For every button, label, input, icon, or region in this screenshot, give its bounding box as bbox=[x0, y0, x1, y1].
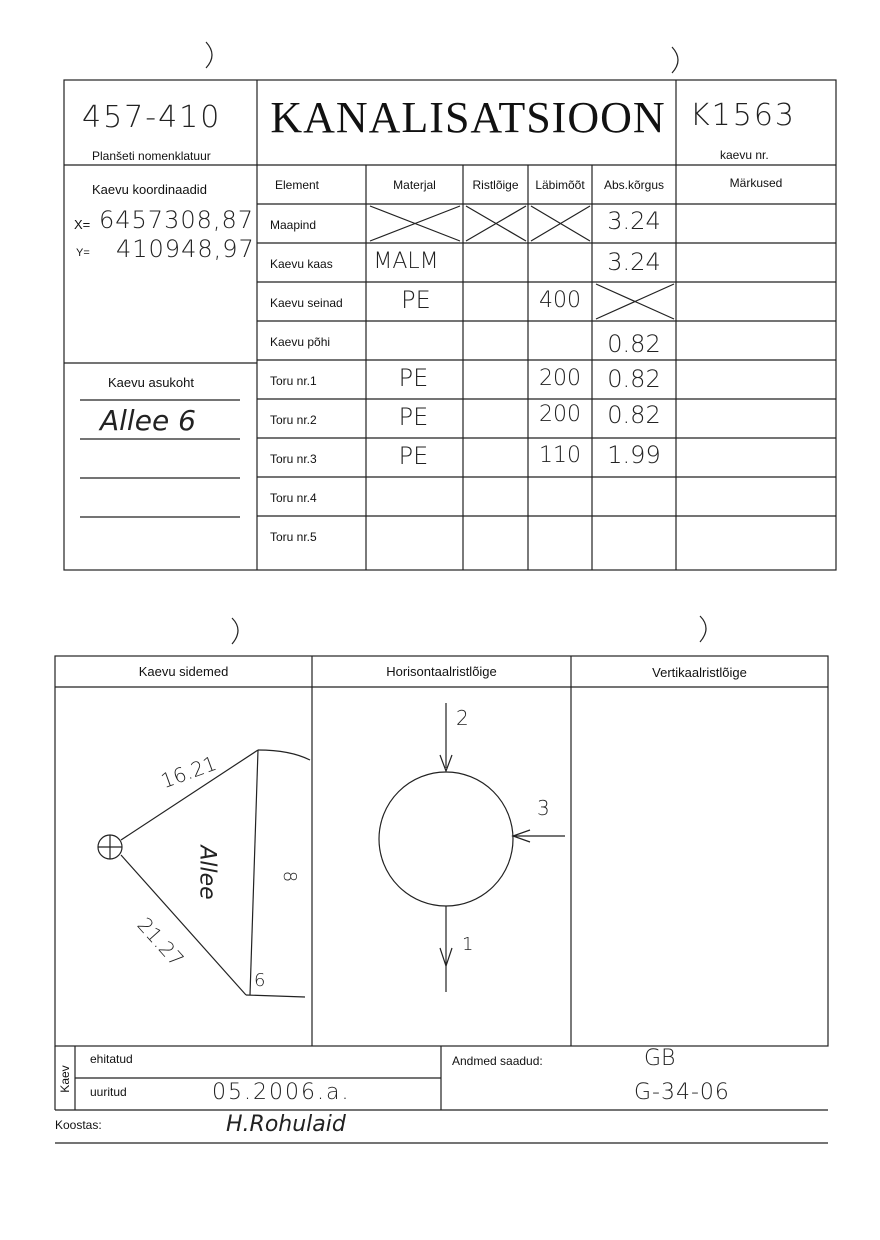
height-value: 1.99 bbox=[607, 441, 661, 469]
house-number-a: 6 bbox=[254, 970, 266, 991]
surveyed-value: 05.2006.a. bbox=[212, 1080, 351, 1105]
col-header-material: Materjal bbox=[393, 178, 436, 192]
material-value: MALM bbox=[373, 249, 439, 274]
data-received-label: Andmed saadud: bbox=[452, 1054, 543, 1068]
well-side-label: Kaev bbox=[58, 1065, 72, 1093]
row-label: Toru nr.1 bbox=[270, 374, 317, 388]
y-prefix: Y= bbox=[76, 247, 90, 259]
row-label: Maapind bbox=[270, 218, 317, 232]
compiled-signature: H.Rohulaid bbox=[226, 1112, 346, 1137]
material-value: PE bbox=[398, 364, 429, 392]
row-label: Toru nr.4 bbox=[270, 491, 317, 505]
data-received-value-2: G-34-06 bbox=[634, 1080, 730, 1105]
row-label: Kaevu kaas bbox=[270, 257, 333, 271]
tie-distance-1: 16.21 bbox=[157, 750, 220, 794]
row-label: Toru nr.3 bbox=[270, 452, 317, 466]
height-value: 3.24 bbox=[607, 248, 661, 276]
col-header-element: Element bbox=[274, 178, 320, 192]
row-label: Toru nr.5 bbox=[270, 530, 317, 544]
diameter-value: 200 bbox=[539, 366, 581, 391]
diameter-value: 200 bbox=[539, 402, 581, 427]
pipe-3-label: 3 bbox=[537, 796, 550, 820]
tie-distance-2: 21.27 bbox=[132, 912, 189, 972]
compiled-label: Koostas: bbox=[55, 1118, 102, 1132]
nomenclature-value: 457-410 bbox=[82, 100, 222, 135]
material-value: PE bbox=[398, 403, 429, 431]
height-value: 0.82 bbox=[607, 330, 661, 358]
y-coordinate-value: 410948,97 bbox=[116, 235, 255, 263]
built-label: ehitatud bbox=[90, 1052, 133, 1066]
col-header-notes: Märkused bbox=[729, 176, 783, 190]
street-name: Allee bbox=[194, 845, 220, 900]
surveyed-label: uuritud bbox=[90, 1085, 127, 1099]
pipe-2-label: 2 bbox=[456, 706, 469, 730]
x-coordinate-value: 6457308,87 bbox=[99, 206, 255, 234]
data-received-value-1: GB bbox=[644, 1046, 676, 1071]
material-value: PE bbox=[398, 442, 429, 470]
col-header-cross-section: Ristlõige bbox=[472, 178, 519, 192]
diameter-value: 110 bbox=[539, 443, 581, 468]
ties-header: Kaevu sidemed bbox=[138, 664, 229, 679]
diameter-value: 400 bbox=[539, 288, 581, 313]
nomenclature-label: Planšeti nomenklatuur bbox=[92, 149, 211, 163]
material-value: PE bbox=[401, 286, 431, 314]
well-number-value: K1563 bbox=[690, 98, 797, 133]
location-value: Allee 6 bbox=[100, 404, 196, 437]
well-number-label: kaevu nr. bbox=[720, 148, 769, 162]
coordinates-label: Kaevu koordinaadid bbox=[92, 182, 207, 197]
house-number-b: 8 bbox=[279, 870, 301, 883]
height-value: 0.82 bbox=[607, 365, 661, 393]
height-value: 0.82 bbox=[607, 401, 661, 429]
col-header-diameter: Läbimõõt bbox=[535, 178, 585, 192]
x-prefix: X= bbox=[74, 217, 91, 232]
page-title: KANALISATSIOON bbox=[270, 93, 666, 142]
row-label: Kaevu seinad bbox=[270, 296, 343, 310]
height-value: 3.24 bbox=[607, 207, 661, 235]
location-label: Kaevu asukoht bbox=[108, 375, 195, 390]
pipe-1-label: 1 bbox=[462, 934, 474, 955]
row-label: Toru nr.2 bbox=[270, 413, 317, 427]
row-label: Kaevu põhi bbox=[270, 335, 331, 349]
horizontal-section-header: Horisontaalristlõige bbox=[386, 664, 497, 679]
vertical-section-header: Vertikaalristlõige bbox=[652, 665, 747, 680]
col-header-abs-height: Abs.kõrgus bbox=[603, 178, 665, 192]
